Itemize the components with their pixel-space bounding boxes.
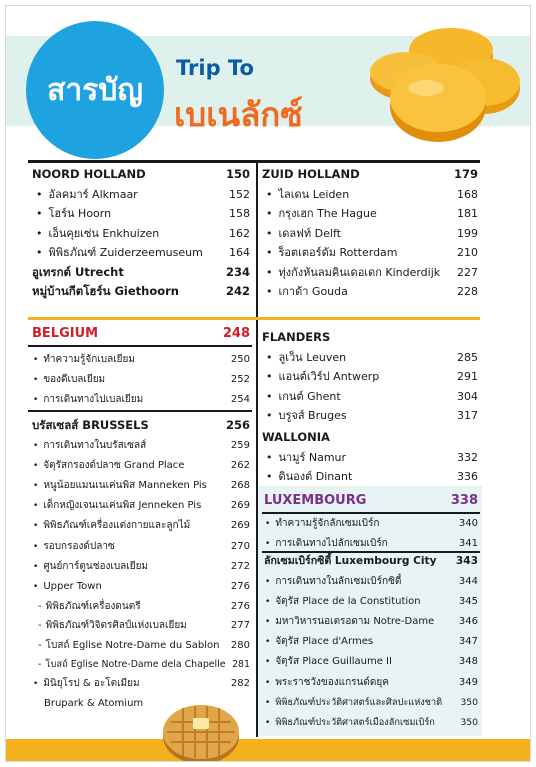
page-number: 280 [230,639,250,651]
heading-label: ลักเซมเบิร์กซิตี้ Luxembourg City [264,555,437,567]
section-zuid-holland [262,165,478,302]
page-number: 152 [229,187,250,201]
page-number: 168 [457,187,478,201]
section-belgium-items [32,350,250,411]
list-item[interactable] [32,224,250,244]
list-item[interactable] [262,406,478,426]
section-divider-orange [28,317,480,320]
item-label: • เอ็นคุยเซ่น Enkhuizen [32,224,159,244]
page-number: 181 [457,207,478,220]
page-number: 350 [460,696,478,708]
list-item[interactable] [264,514,478,534]
page-number: 345 [458,595,478,607]
list-item[interactable] [32,350,250,370]
section-wallonia [262,428,478,487]
list-item[interactable] [262,263,478,283]
top-rule [28,160,480,163]
cheese-image [366,18,526,148]
list-item[interactable] [262,224,478,244]
list-subitem[interactable] [32,636,250,655]
heading-wallonia[interactable] [262,428,478,448]
item-label: • ทำความรู้จักลักเซมเบิร์ก [264,514,380,534]
heading-lux-city[interactable] [264,552,478,572]
page-number: 199 [457,226,478,240]
item-label: • เด็กหญิงเจนเนเค่นพิส Jenneken Pis [32,496,201,516]
item-label: • โฮร์น Hoorn [32,204,111,224]
list-item[interactable] [32,557,250,577]
heading-label: หมู่บ้านกีตโฮร์น Giethoorn [32,284,179,298]
item-label: • นามูร์ Namur [262,448,346,468]
belgium-rule [28,345,252,347]
page-number: 276 [230,580,250,592]
list-item[interactable] [32,390,250,410]
heading-label: FLANDERS [262,330,331,344]
item-label: • การเดินทางไปลักเซมเบิร์ก [264,534,388,554]
heading-label: LUXEMBOURG [264,493,367,508]
page-number: 347 [458,636,478,648]
toc-page [5,5,531,762]
item-label: • ร็อตเตอร์ดัม Rotterdam [262,243,398,263]
item-label: - พิพิธภัณฑ์วิจิตรศิลป์แห่งเบลเยียม [32,616,187,635]
heading-label: NOORD HOLLAND [32,167,146,181]
page-number: 281 [232,658,250,670]
item-label: • ของดีเบลเยียม [32,370,105,390]
item-label: • จัตุรัส Place de la Constitution [264,592,421,612]
page-number: 269 [230,520,250,532]
item-label: • มินิยุโรป & อะโตเมียม [32,674,140,694]
page-number: 234 [225,264,250,279]
page-number: 270 [230,540,250,552]
item-label: • การเดินทางไปเบลเยียม [32,390,143,410]
section-luxembourg-items [264,514,478,554]
heading-label: WALLONIA [262,430,330,444]
page-number: 228 [457,285,478,298]
section-lux-city [264,552,478,733]
list-item[interactable] [264,652,478,672]
item-label: • จัตุรัสกรองด์ปลาซ Grand Place [32,456,184,476]
waffle-image [161,696,241,762]
list-item[interactable] [264,592,478,612]
list-item[interactable] [32,577,250,597]
item-label: • ทุ่งกังหันลมคินเดอเดก Kinderdijk [262,263,440,283]
list-subitem[interactable] [32,655,250,674]
list-item[interactable] [32,204,250,224]
item-label: Brupark & Atomium [44,698,144,710]
list-item[interactable] [262,204,478,224]
item-label: • ไลเดน Leiden [262,185,349,205]
page-number: 262 [230,459,250,471]
section-brussels [32,416,250,713]
page-number: 150 [225,167,250,181]
list-item[interactable] [264,572,478,592]
page-number: 276 [230,601,250,613]
page-number: 162 [229,226,250,240]
list-item[interactable] [264,673,478,693]
page-number: 248 [222,326,250,341]
list-item[interactable] [262,282,478,302]
list-item[interactable] [32,436,250,456]
heading-label: BELGIUM [32,326,99,341]
list-item[interactable] [262,387,478,407]
item-label: • ดินองต์ Dinant [262,467,352,487]
list-item[interactable] [32,516,250,536]
list-item[interactable] [264,632,478,652]
page-number: 350 [460,716,478,728]
heading-label: บรัสเซลส์ BRUSSELS [32,418,149,432]
list-subitem[interactable] [32,616,250,635]
item-label: - โบสถ์ Eglise Notre-Dame du Sablon [32,636,219,655]
page-number: 259 [230,439,250,451]
heading-brussels[interactable] [32,416,250,436]
list-item[interactable] [262,467,478,487]
page-number: 291 [457,370,478,383]
heading-flanders[interactable] [262,328,478,348]
item-label: • เกนต์ Ghent [262,387,341,407]
item-label: • กรุงเฮก The Hague [262,204,377,224]
page-number: 340 [458,518,478,529]
heading-giethoorn[interactable] [32,282,250,302]
page-number: 210 [457,246,478,259]
page-number: 285 [457,350,478,364]
toc-badge [26,21,164,159]
section-flanders [262,328,478,426]
item-label: • รอบกรองด์ปลาซ [32,537,115,557]
item-label: • พิพิธภัณฑ์ประวัติศาสตร์และศิลปะแห่งชาติ [264,693,442,713]
list-item[interactable] [264,693,478,713]
list-item[interactable] [264,713,478,733]
list-item[interactable] [32,185,250,205]
item-label: • ทำความรู้จักเบลเยียม [32,350,135,370]
page-number: 277 [230,620,250,632]
item-label: - โบสถ์ Eglise Notre-Dame dela Chapelle [32,655,226,674]
list-item[interactable] [32,243,250,263]
page-number: 336 [457,470,478,483]
heading-noord-holland[interactable] [32,165,250,185]
item-label: • เดลฟท์ Delft [262,224,341,244]
list-item[interactable] [32,496,250,516]
item-label: • ลูเว็น Leuven [262,348,346,368]
list-item[interactable] [32,476,250,496]
item-label: • พิพิธภัณฑ์เครื่องแต่งกายและลูกไม้ [32,516,190,536]
toc-badge-text: สารบัญ [47,73,143,108]
list-item[interactable] [262,448,478,468]
page-number: 268 [230,479,250,491]
page-number: 304 [457,389,478,403]
item-label: • การเดินทางในลักเซมเบิร์กซิตี้ [264,572,401,592]
page-number: 338 [450,493,478,508]
page-number: 158 [229,207,250,220]
page-number: 282 [230,677,250,689]
section-belgium [32,324,250,344]
item-label: • หนูน้อยแมนเนเค่นพิส Manneken Pis [32,476,207,496]
item-label: • อัลคมาร์ Alkmaar [32,185,138,205]
item-label: • จัตุรัส Place Guillaume II [264,652,392,672]
heading-utrecht[interactable] [32,263,250,283]
item-label: • พระราชวังของแกรนด์ดยุค [264,673,389,693]
page-number: 269 [230,500,250,512]
page-number: 348 [458,656,478,668]
item-label: • มหาวิหารนอเตรอดาม Notre-Dame [264,612,434,632]
page-number: 164 [229,246,250,259]
item-label: • พิพิธภัณฑ์ Zuiderzeemuseum [32,243,203,263]
heading-belgium[interactable] [32,324,250,344]
heading-label: อูเทรกต์ Utrecht [32,264,124,279]
page-number: 346 [458,615,478,627]
list-item[interactable] [32,370,250,390]
page-number: 254 [230,394,250,406]
page-number: 250 [230,354,250,365]
brussels-rule [28,410,252,412]
list-item[interactable] [32,456,250,476]
item-label: - พิพิธภัณฑ์เครื่องดนตรี [32,597,141,616]
item-label: • การเดินทางในบรัสเซลส์ [32,436,146,456]
heading-label: ZUID HOLLAND [262,167,360,181]
page-number: 341 [458,538,478,550]
item-label: • เกาด้า Gouda [262,282,348,302]
country-title: เบเนลักซ์ [174,95,303,134]
page-number: 349 [458,676,478,688]
trip-to-label: Trip To [176,56,254,80]
page-number: 332 [457,450,478,464]
page-number: 272 [230,560,250,572]
heading-luxembourg[interactable] [264,491,478,511]
page-number: 317 [457,409,478,422]
list-item[interactable] [262,348,478,368]
item-label: • ศูนย์การ์ตูนช่องเบลเยียม [32,557,148,577]
item-label: • จัตุรัส Place d'Armes [264,632,373,652]
list-item[interactable] [262,243,478,263]
item-label: • บรูจส์ Bruges [262,406,347,426]
page-number: 179 [453,167,478,181]
footer-band [6,739,531,762]
page-number: 256 [225,418,250,432]
item-label: • Upper Town [32,577,102,597]
page-number: 343 [455,555,478,567]
page-number: 344 [458,575,478,587]
page-number: 242 [225,284,250,298]
page-number: 227 [457,265,478,279]
section-noord-holland [32,165,250,302]
list-item[interactable] [32,674,250,694]
section-luxembourg [264,491,478,511]
page-number: 252 [230,374,250,386]
item-label: • พิพิธภัณฑ์ประวัติศาสตร์เมืองลักเซมเบิร์ก [264,713,435,733]
list-item[interactable] [262,185,478,205]
list-subitem[interactable] [32,597,250,616]
list-item[interactable] [262,367,478,387]
list-item[interactable] [32,537,250,557]
heading-zuid-holland[interactable] [262,165,478,185]
item-label: • แอนต์เวิร์ป Antwerp [262,367,379,387]
list-item[interactable] [264,612,478,632]
